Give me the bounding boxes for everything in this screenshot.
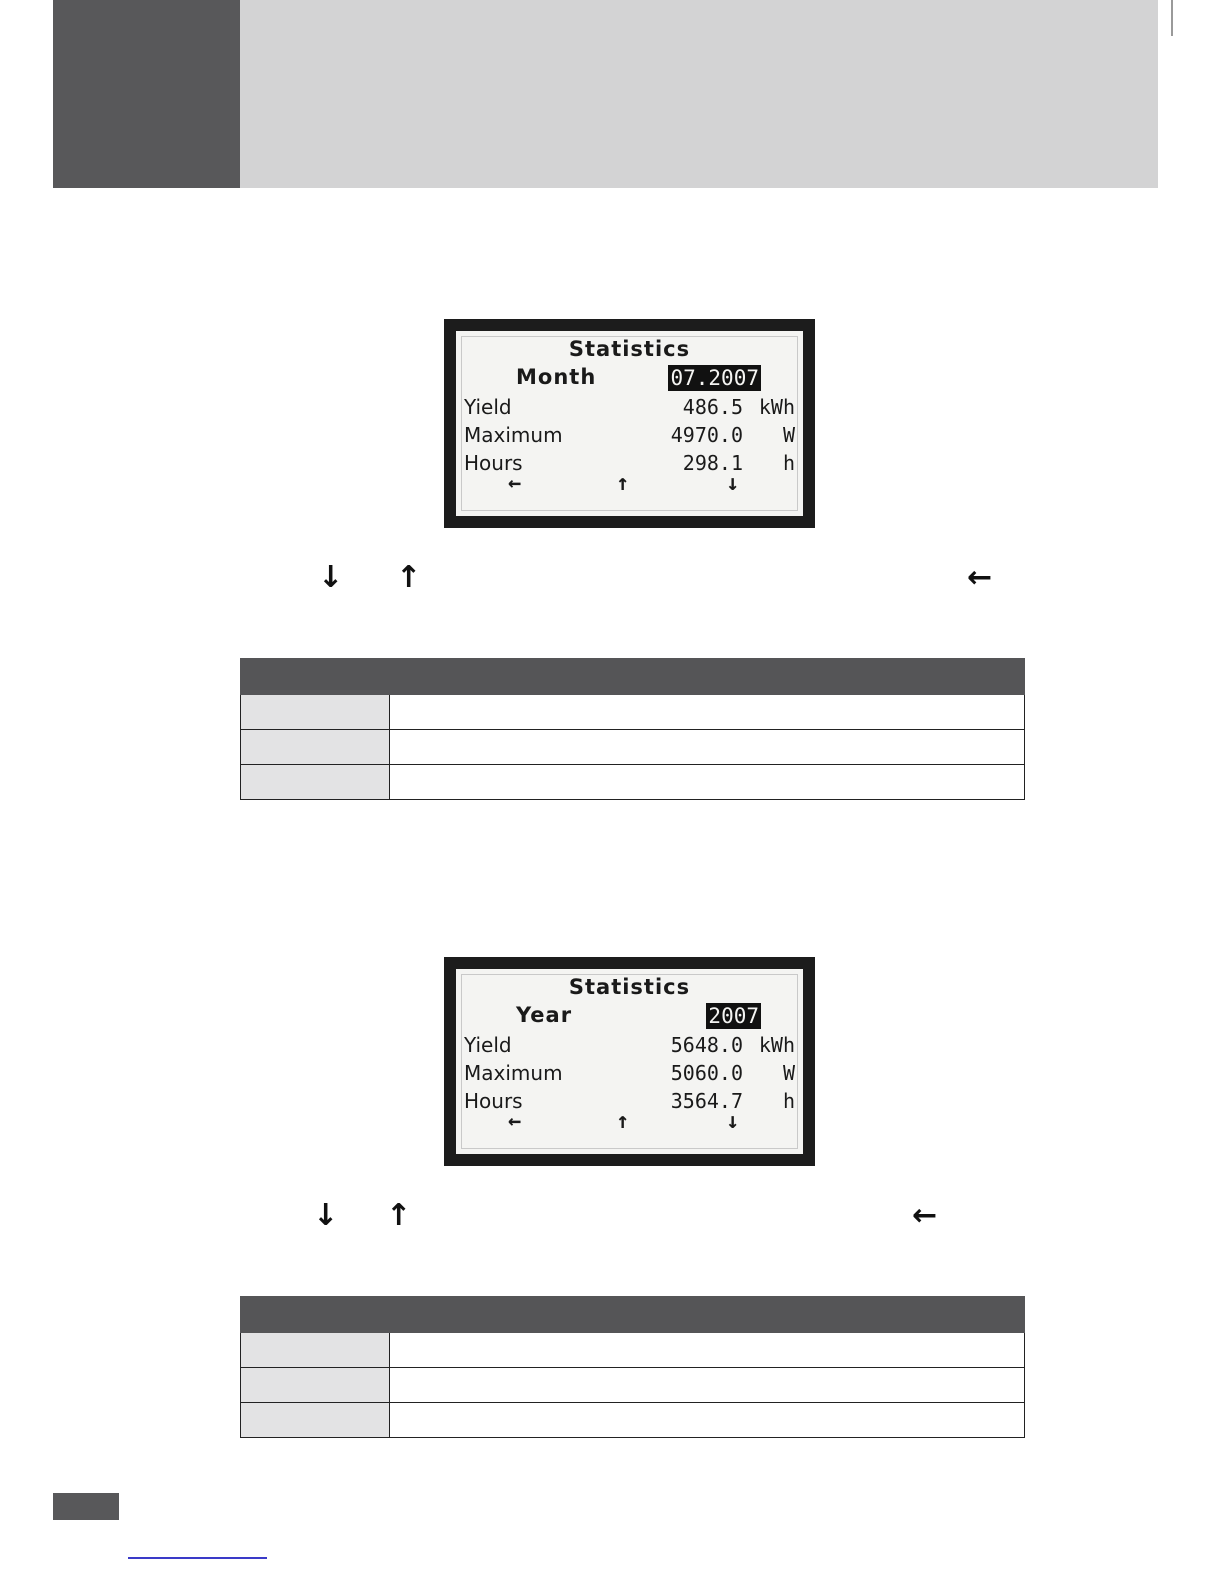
table-row bbox=[241, 1368, 1025, 1403]
description-table-year bbox=[240, 1296, 1025, 1438]
page-number-tab bbox=[53, 1493, 119, 1520]
lcd-row-value: 486.5 bbox=[682, 395, 743, 419]
footer-link[interactable] bbox=[128, 1557, 267, 1559]
lcd-row-unit: W bbox=[782, 423, 795, 447]
table-header-row bbox=[241, 659, 1025, 695]
arrow-up-icon: ↑ bbox=[386, 1198, 412, 1233]
lcd-row-unit: h bbox=[782, 451, 795, 475]
lcd-row-unit: h bbox=[782, 1089, 795, 1113]
table-header-cell bbox=[390, 659, 1025, 695]
lcd-arrow-row bbox=[456, 1107, 803, 1137]
lcd-period-label: Year bbox=[516, 1003, 573, 1027]
instruction-line-1 bbox=[300, 558, 1100, 598]
arrow-left-icon: ← bbox=[967, 560, 993, 595]
lcd-row-unit: kWh bbox=[758, 1033, 795, 1057]
table-row bbox=[241, 695, 1025, 730]
lcd-period-value: 2007 bbox=[708, 1004, 759, 1028]
table-cell bbox=[390, 1333, 1025, 1368]
lcd-display bbox=[456, 331, 803, 516]
lcd-row-unit: W bbox=[782, 1061, 795, 1085]
lcd-row-unit: kWh bbox=[758, 395, 795, 419]
table-cell bbox=[241, 765, 390, 800]
table-cell bbox=[241, 1368, 390, 1403]
lcd-row-value: 5648.0 bbox=[670, 1033, 743, 1057]
lcd-row-maximum bbox=[464, 423, 795, 451]
description-table-month bbox=[240, 658, 1025, 800]
lcd-row-label: Hours bbox=[464, 451, 523, 475]
lcd-row-yield bbox=[464, 1033, 795, 1061]
lcd-period-label: Month bbox=[516, 365, 597, 389]
lcd-row-label: Yield bbox=[464, 1033, 512, 1057]
chapter-tab bbox=[53, 0, 240, 188]
lcd-row-value: 5060.0 bbox=[670, 1061, 743, 1085]
arrow-left-icon[interactable]: ← bbox=[508, 471, 522, 496]
arrow-up-icon[interactable]: ↑ bbox=[616, 471, 630, 496]
instruction-line-2 bbox=[295, 1196, 1095, 1236]
lcd-title: Statistics bbox=[568, 975, 691, 999]
lcd-title: Statistics bbox=[568, 337, 691, 361]
table-header-cell bbox=[241, 1297, 390, 1333]
table-row bbox=[241, 765, 1025, 800]
arrow-down-icon: ↓ bbox=[318, 560, 344, 595]
arrow-up-icon: ↑ bbox=[396, 560, 422, 595]
arrow-left-icon: ← bbox=[912, 1198, 938, 1233]
table-cell bbox=[241, 730, 390, 765]
table-cell bbox=[241, 695, 390, 730]
table-cell bbox=[241, 1403, 390, 1438]
arrow-down-icon: ↓ bbox=[313, 1198, 339, 1233]
lcd-row-value: 298.1 bbox=[682, 451, 743, 475]
page-edge-mark bbox=[1171, 0, 1173, 36]
lcd-screen-year bbox=[444, 957, 815, 1166]
lcd-row-maximum bbox=[464, 1061, 795, 1089]
table-row bbox=[241, 1403, 1025, 1438]
table-row bbox=[241, 730, 1025, 765]
lcd-period-value: 07.2007 bbox=[670, 366, 759, 390]
lcd-screen-month bbox=[444, 319, 815, 528]
table-header-row bbox=[241, 1297, 1025, 1333]
table-header-cell bbox=[390, 1297, 1025, 1333]
chapter-header-band bbox=[240, 0, 1158, 188]
table-cell bbox=[390, 730, 1025, 765]
lcd-row-yield bbox=[464, 395, 795, 423]
table-cell bbox=[390, 765, 1025, 800]
table-row bbox=[241, 1333, 1025, 1368]
lcd-row-value: 4970.0 bbox=[670, 423, 743, 447]
lcd-display bbox=[456, 969, 803, 1154]
lcd-row-label: Maximum bbox=[464, 1061, 563, 1085]
lcd-row-value: 3564.7 bbox=[670, 1089, 743, 1113]
arrow-down-icon[interactable]: ↓ bbox=[726, 1109, 740, 1134]
table-cell bbox=[390, 695, 1025, 730]
table-cell bbox=[241, 1333, 390, 1368]
lcd-arrow-row bbox=[456, 469, 803, 499]
lcd-row-label: Maximum bbox=[464, 423, 563, 447]
lcd-row-label: Yield bbox=[464, 395, 512, 419]
arrow-down-icon[interactable]: ↓ bbox=[726, 471, 740, 496]
arrow-left-icon[interactable]: ← bbox=[508, 1109, 522, 1134]
arrow-up-icon[interactable]: ↑ bbox=[616, 1109, 630, 1134]
table-header-cell bbox=[241, 659, 390, 695]
table-cell bbox=[390, 1403, 1025, 1438]
lcd-row-label: Hours bbox=[464, 1089, 523, 1113]
table-cell bbox=[390, 1368, 1025, 1403]
